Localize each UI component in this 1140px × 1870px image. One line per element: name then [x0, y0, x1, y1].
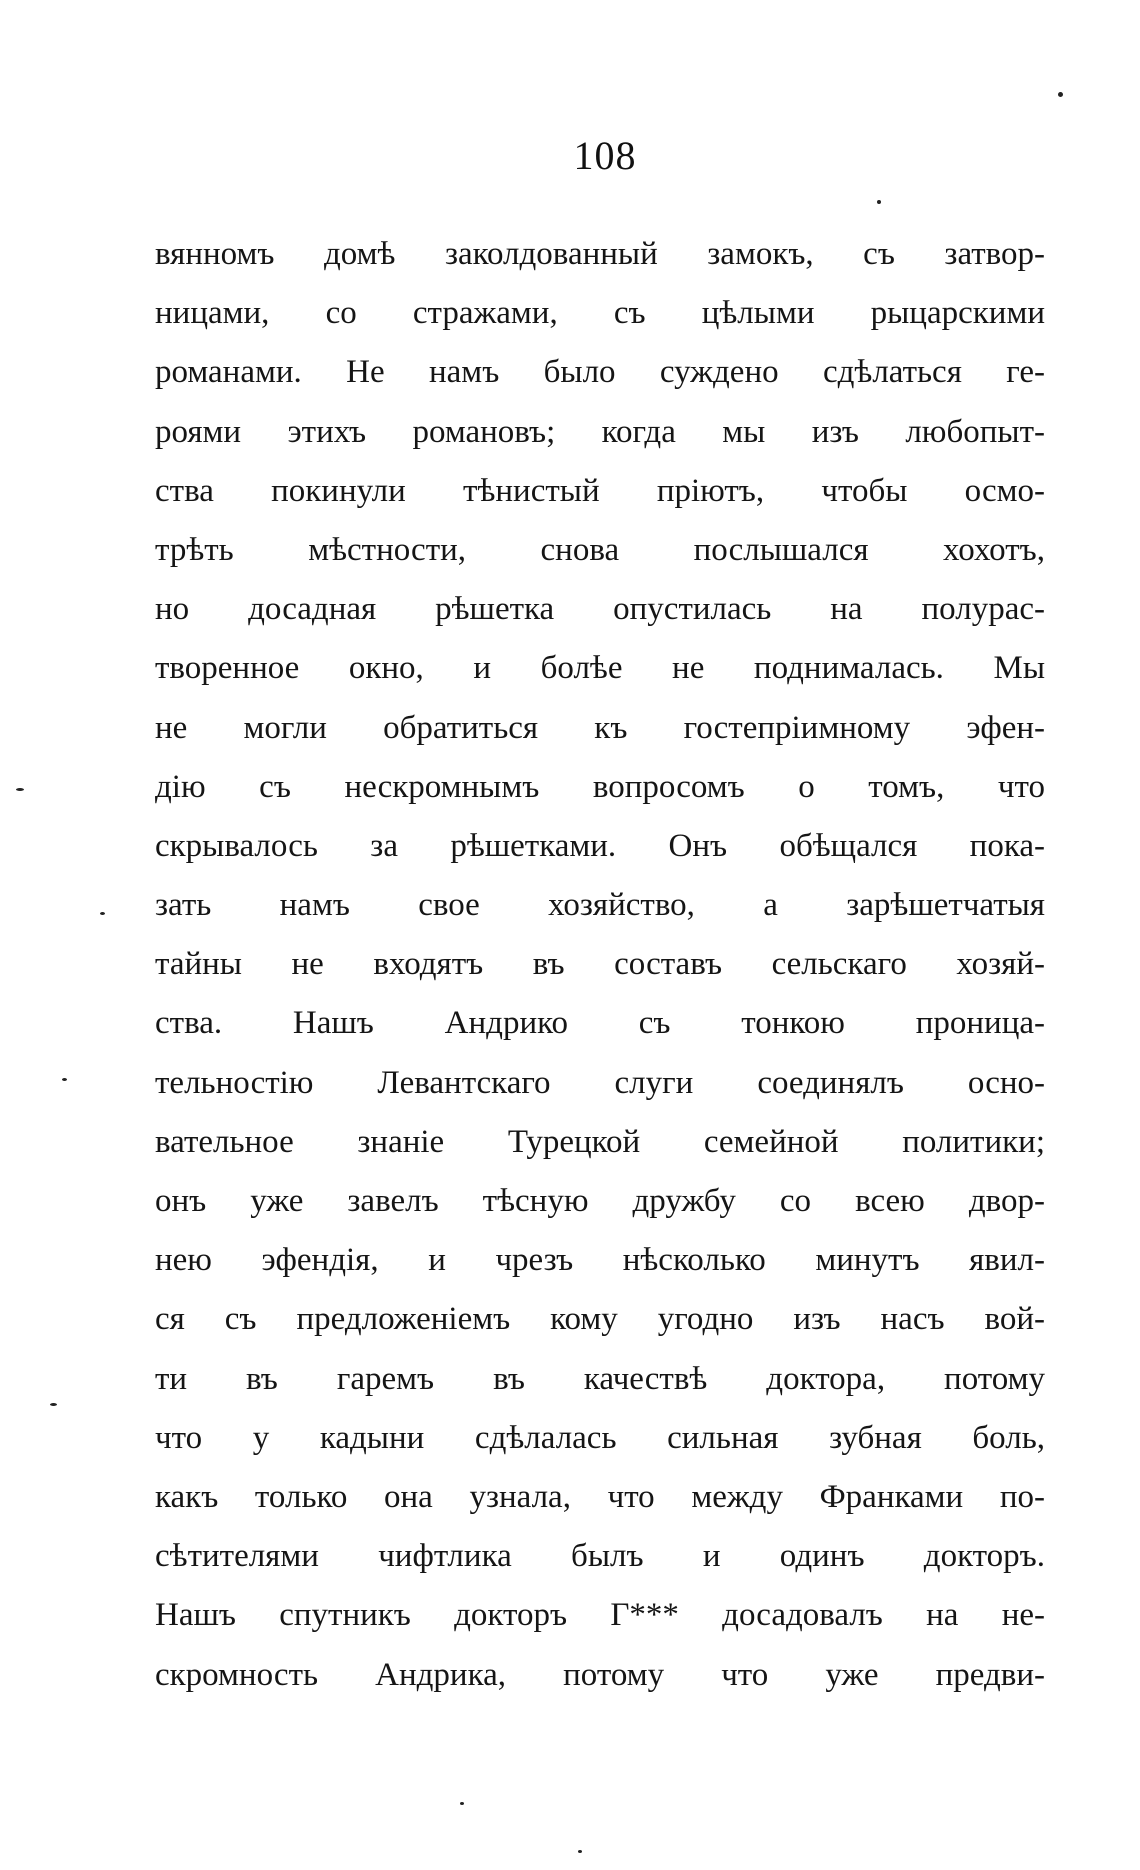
text-line: Нашъ спутникъ докторъ Г*** досадовалъ на не- [155, 1597, 1045, 1634]
text-line: скрывалось за рѣшетками. Онъ обѣщался пока- [155, 827, 1045, 864]
text-line: ства покинули тѣнистый пріютъ, чтобы осмо- [155, 472, 1045, 509]
text-line: какъ только она узнала, что между Франками по- [155, 1478, 1045, 1515]
text-line: дію съ нескромнымъ вопросомъ о томъ, что [155, 768, 1045, 805]
scan-speck [50, 1403, 57, 1406]
text-line: творенное окно, и болѣе не поднималась. Мы [155, 650, 1045, 687]
text-line: трѣть мѣстности, снова послышался хохотъ, [155, 531, 1045, 568]
text-line: не могли обратиться къ гостепріимному эфен- [155, 709, 1045, 746]
text-line: ницами, со стражами, съ цѣлыми рыцарскими [155, 295, 1045, 332]
text-line: скромность Андрика, потому что уже предви- [155, 1656, 1045, 1693]
text-line: сѣтителями чифтлика былъ и одинъ докторъ. [155, 1538, 1045, 1575]
scan-speck [62, 1078, 67, 1081]
scan-speck [1058, 92, 1063, 97]
scan-speck [578, 1850, 582, 1853]
text-line: вянномъ домѣ заколдованный замокъ, съ затвор- [155, 236, 1045, 272]
text-line: вательное знаніе Турецкой семейной политики; [155, 1123, 1045, 1160]
text-line: ся съ предложеніемъ кому угодно изъ насъ вой- [155, 1301, 1045, 1338]
body-text [155, 225, 1045, 1705]
scan-speck [16, 788, 24, 791]
page-number: 108 [573, 133, 637, 178]
scan-speck [100, 912, 105, 915]
text-line: онъ уже завелъ тѣсную дружбу со всею двор- [155, 1183, 1045, 1219]
scan-speck [877, 200, 881, 204]
text-line: ти въ гаремъ въ качествѣ доктора, потому [155, 1360, 1045, 1397]
text-line: что у кадыни сдѣлалась сильная зубная боль, [155, 1419, 1045, 1456]
text-line: ства. Нашъ Андрико съ тонкою проница- [155, 1005, 1045, 1042]
scan-speck [460, 1802, 464, 1805]
text-line: тельностію Левантскаго слуги соединялъ осно- [155, 1064, 1045, 1101]
text-line: нею эфендія, и чрезъ нѣсколько минутъ явил- [155, 1242, 1045, 1279]
text-line: романами. Не намъ было суждено сдѣлаться ге- [155, 354, 1045, 391]
text-line: но досадная рѣшетка опустилась на полурас- [155, 591, 1045, 628]
text-line: зать намъ свое хозяйство, а зарѣшетчатыя [155, 887, 1045, 924]
text-line: тайны не входятъ въ составъ сельскаго хозяй- [155, 946, 1045, 983]
text-line: роями этихъ романовъ; когда мы изъ любопыт- [155, 413, 1045, 450]
